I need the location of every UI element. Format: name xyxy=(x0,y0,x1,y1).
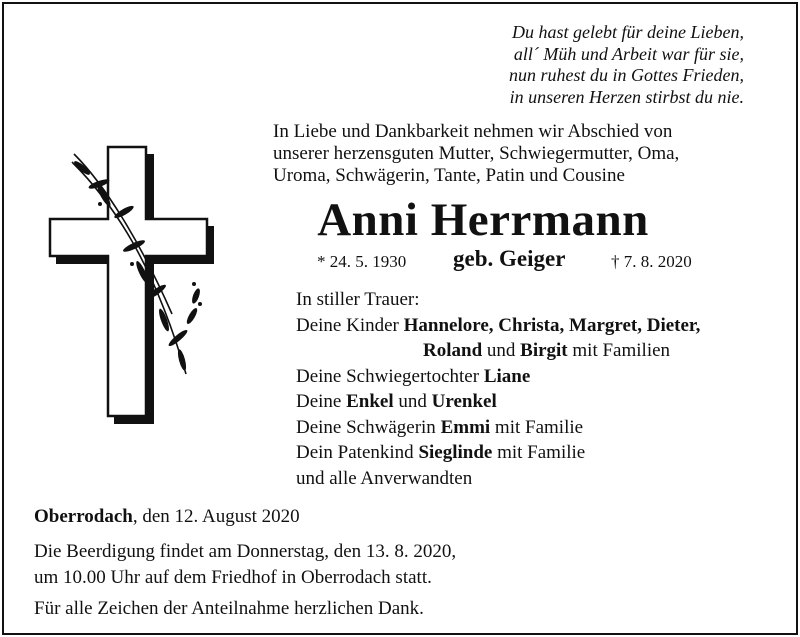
mourner-row-godchild xyxy=(296,440,776,466)
mourner-suffix: mit Familie xyxy=(497,442,586,463)
poem-line: nun ruhest du in Gottes Frieden, xyxy=(509,65,744,85)
conjunction: und xyxy=(398,391,427,412)
farewell-intro xyxy=(273,121,773,187)
mourner-relation: Deine xyxy=(296,391,342,412)
mourner-name: Enkel xyxy=(346,391,394,412)
mourner-name: Emmi xyxy=(440,416,491,438)
cross-with-palm-icon xyxy=(44,144,214,424)
mourner-names: Hannelore, Christa, Margret, Dieter, xyxy=(403,314,701,336)
mourner-row-relatives: und alle Anverwandten xyxy=(296,467,473,489)
mourner-suffix: mit Familien xyxy=(572,340,671,361)
conjunction: und xyxy=(486,340,516,361)
deceased-name: Anni Herrmann xyxy=(317,194,649,246)
mourner-row-children xyxy=(296,313,776,339)
intro-line: Uroma, Schwägerin, Tante, Patin und Cousine xyxy=(273,165,625,186)
town-name: Oberrodach xyxy=(34,506,133,527)
mourner-row-grandchildren xyxy=(296,389,776,415)
death-date: † 7. 8. 2020 xyxy=(611,252,692,271)
place-date xyxy=(34,504,774,530)
funeral-line: um 10.00 Uhr auf dem Friedhof in Oberrodach statt. xyxy=(34,566,432,588)
thanks-line: Für alle Zeichen der Anteilnahme herzlichen Dank. xyxy=(34,598,424,619)
funeral-details xyxy=(34,539,774,590)
poem xyxy=(384,22,744,108)
mourner-row-sister-in-law xyxy=(296,415,776,441)
maiden-name: geb. Geiger xyxy=(453,246,566,271)
birth-date: * 24. 5. 1930 xyxy=(317,252,407,271)
intro-line: unserer herzensguten Mutter, Schwiegermutter, Oma, xyxy=(273,143,680,164)
mourner-name: Roland xyxy=(423,340,483,361)
notice-date: , den 12. August 2020 xyxy=(132,506,300,527)
mourner-suffix: mit Familie xyxy=(494,416,584,438)
poem-line: Du hast gelebt für deine Lieben, xyxy=(512,22,744,42)
mourner-name: Sieglinde xyxy=(418,442,493,463)
poem-line: all´ Müh und Arbeit war für sie, xyxy=(513,43,744,64)
mourner-row-daughter-in-law xyxy=(296,364,776,390)
mourner-name: Liane xyxy=(483,365,531,387)
obituary-notice xyxy=(2,2,798,635)
funeral-line: Die Beerdigung findet am Donnerstag, den 13. 8. 2020, xyxy=(34,541,457,562)
mourner-relation: Deine Schwiegertochter xyxy=(296,365,480,387)
mourners-list xyxy=(296,287,776,491)
mourner-name: Birgit xyxy=(520,340,568,361)
poem-line: in unseren Herzen stirbst du nie. xyxy=(509,86,744,107)
mourner-relation: Dein Patenkind xyxy=(296,442,414,463)
mourner-row-children-continued xyxy=(296,338,776,364)
intro-line: In Liebe und Dankbarkeit nehmen wir Abschied von xyxy=(273,121,673,142)
mourner-name: Urenkel xyxy=(431,391,497,412)
mourners-heading: In stiller Trauer: xyxy=(296,289,420,310)
mourner-relation: Deine Schwägerin xyxy=(296,416,436,438)
mourner-relation: Deine Kinder xyxy=(296,314,399,336)
